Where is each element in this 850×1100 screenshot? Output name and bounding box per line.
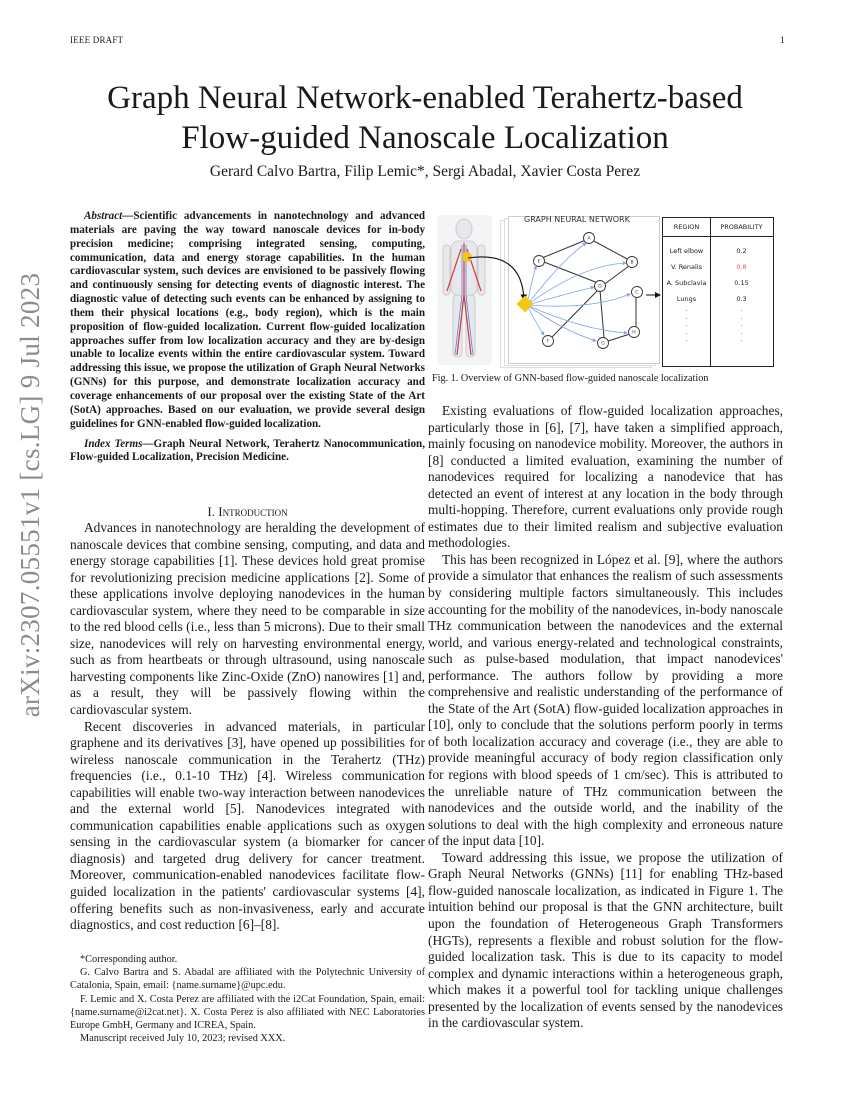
- footnote: Manuscript received July 10, 2023; revised XXX.: [80, 1033, 286, 1045]
- probability-cell: 0.2: [736, 247, 747, 255]
- svg-text:G: G: [601, 341, 605, 347]
- region-cell: Lungs: [676, 295, 697, 303]
- index-terms-text: —Graph Neural Network, Terahertz Nanocommunication, Flow-guided Localization, Precision Medicine.: [70, 437, 425, 464]
- paragraph: Toward addressing this issue, we propose the utilization of Graph Neural Networks (GNNs) [11] for enabling THz-based flow-guided nanoscale localization, as indicated in Figure 1. The intuition behind our proposal is that the GNN architecture, built upon the foundation of Heterogeneous Graph Transformers (HGTs), represents a flexible and robust solution for the flow-guided localization task. This is due to its capacity to model complex and dynamic interactions within a heterogeneous graph, which makes it a powerful tool for tackling unique challenges presented by the localization of events sensed by the nanodevices in the cardiovascular system.: [428, 849, 783, 1031]
- section-heading-introduction: [70, 504, 425, 520]
- svg-text:E: E: [537, 259, 541, 265]
- svg-text:D: D: [598, 284, 602, 290]
- paragraph: Recent discoveries in advanced materials, in particular graphene and its derivatives [3], have opened up possibilities for wireless nanoscale communication in the Terahertz (THz) frequencies (i.e., 0.1-10 THz) [4]. Wireless communication capabilities will enable two-way interaction between nanodevices and the external world [5]. Nanodevices integrated with communication capabilities enable applications such as oxygen sensing in the cardiovascular system (a biomarker for cancer diagnosis) and targeted drug delivery for cancer treatment. Moreover, communication-enabled nanodevices facilitate flow-guided localization in the patients' cardiovascular systems [4], offering benefits such as non-invasiveness, early and accurate diagnostics, and cost reduction [6]–[8].: [70, 718, 425, 933]
- gnn-label: GRAPH NEURAL NETWORK: [524, 215, 630, 224]
- section-title: Introduction: [218, 504, 288, 519]
- region-cell: A. Subclavia: [666, 279, 707, 287]
- page-number: 1: [780, 35, 785, 45]
- footnote: G. Calvo Bartra and S. Abadal are affiliated with the Polytechnic University of Catalonia, Spain, email: {name.surname}@upc.edu.: [70, 967, 425, 992]
- abstract-block: [70, 210, 425, 465]
- probability-cell: 0.15: [734, 279, 749, 287]
- abstract-text: —Scientific advancements in nanotechnology and advanced materials are paving the way toward nanoscale devices for in-body precision medicine; comprising integrated sensing, computing, communication, data and energy storage capabilities. In the human cardiovascular system, such devices are envisioned to be passively flowing and continuously sensing for detecting events of diagnostic interest. The diagnostic value of detecting such events can be enhanced by assigning to them their physical locations (e.g., body region), which is the main proposition of flow-guided localization. Current flow-guided localization approaches suffer from low localization accuracy and they are by-design unable to localize events within the entire cardiovascular system. Toward addressing this issue, we propose the utilization of Graph Neural Networks (GNNs) for this purpose, and demonstrate localization accuracy and coverage enhancements of our proposal over the existing State of the Art (SotA) approaches. Based on our evaluation, we provide several design guidelines for GNN-enabled flow-guided localization.: [70, 210, 425, 430]
- paragraph: This has been recognized in López et al. [9], where the authors provide a simulator that enhances the realism of such assessments by considering multiple factors simultaneously. This includes accounting for the mobility of the nanodevices, in-body nanoscale THz communication between the nanodevices and the external world, and various energy-related and technological constraints, such as pulse-based modulation, that impact nanodevices' performance. The authors follow by providing a more comprehensive and realistic understanding of the performance of the State of the Art (SotA) flow-guided localization approaches in [10], only to conclude that the solutions perform poorly in terms of both localization accuracy and coverage (i.e., they are able to provide meaningful accuracy of body region classification only for regions with blood speeds of 1 cm/sec). This is attributed to the unreliable nature of THz communication between the nanodevices and the outside world, and the inability of the solutions to deal with the high complexity and erroneous nature of the input data [10].: [428, 551, 783, 849]
- footnote: F. Lemic and X. Costa Perez are affiliated with the i2Cat Foundation, Spain, email: {name.surname@i2cat.net}. X. Costa Perez is also affiliated with NEC Laboratories Europe GmbH, Germany and ICREA, Spain.: [70, 993, 425, 1032]
- index-terms-label: Index Terms: [84, 437, 143, 450]
- ellipsis-dots: · · · · ·: [685, 308, 688, 345]
- svg-text:B: B: [630, 260, 634, 266]
- paragraph: Advances in nanotechnology are heralding the development of nanoscale devices that combine sensing, computing, and data and energy storage capabilities [1]. These devices hold great promise for revolutionizing precision medicine applications [2]. Some of these applications involve deploying nanodevices in the human cardiovascular system, where they need to be comparable in size to the red blood cells (i.e., less than 5 microns). Due to their small size, nanodevices will rely on harvesting environmental energy, such as from heartbeats or through ultrasound, using nanoscale harvesting components like Zinc-Oxide (ZnO) nanowires [1] and, as a result, they will be passively flowing within the cardiovascular system.: [70, 520, 425, 718]
- footnotes: [70, 953, 425, 1045]
- abstract-label: Abstract: [84, 210, 123, 222]
- title-line-2: Flow-guided Nanoscale Localization: [181, 120, 669, 156]
- region-cell: V. Renalis: [670, 263, 703, 271]
- region-cell: Left elbow: [669, 247, 704, 255]
- paragraph: Existing evaluations of flow-guided localization approaches, particularly those in [6], [7], have taken a simplified approach, mainly focusing on nanodevice mobility. Moreover, the authors in [8] conducted a limited evaluation, examining the number of nanodevices required for localizing a nanodevice that has detected an event of interest at any location in the body through multi-hopping. Therefore, current evaluations only provide rough estimates due to their limited realism and subjective evaluation methodologies.: [428, 403, 783, 551]
- column-header-probability: PROBABILITY: [720, 223, 763, 231]
- svg-text:A: A: [587, 236, 591, 242]
- ellipsis-dots: · · · · ·: [740, 308, 743, 345]
- abstract: [70, 210, 425, 432]
- right-column-body: [428, 403, 783, 1032]
- left-column-body: [70, 520, 425, 934]
- probability-cell-highlighted: 0.8: [736, 263, 747, 271]
- figure-1: [432, 210, 772, 370]
- region-probability-table: [662, 217, 774, 367]
- title-line-1: Graph Neural Network-enabled Terahertz-based: [107, 80, 743, 116]
- column-header-region: REGION: [673, 223, 700, 231]
- section-number: I.: [207, 504, 215, 519]
- figure-caption: Fig. 1. Overview of GNN-based flow-guided nanoscale localization: [432, 373, 709, 384]
- author-list: Gerard Calvo Bartra, Filip Lemic*, Sergi Abadal, Xavier Costa Perez: [209, 163, 641, 180]
- svg-text:H: H: [632, 330, 636, 336]
- arxiv-stamp: arXiv:2307.05551v1 [cs.LG] 9 Jul 2023: [15, 272, 45, 718]
- footnote: *Corresponding author.: [80, 954, 178, 965]
- svg-text:C: C: [635, 290, 639, 296]
- running-header: IEEE DRAFT: [70, 35, 124, 45]
- svg-text:F: F: [546, 339, 550, 345]
- paper-title: [0, 78, 850, 158]
- index-terms: [70, 438, 425, 466]
- event-marker-icon: [517, 296, 534, 313]
- probability-cell: 0.3: [736, 295, 747, 303]
